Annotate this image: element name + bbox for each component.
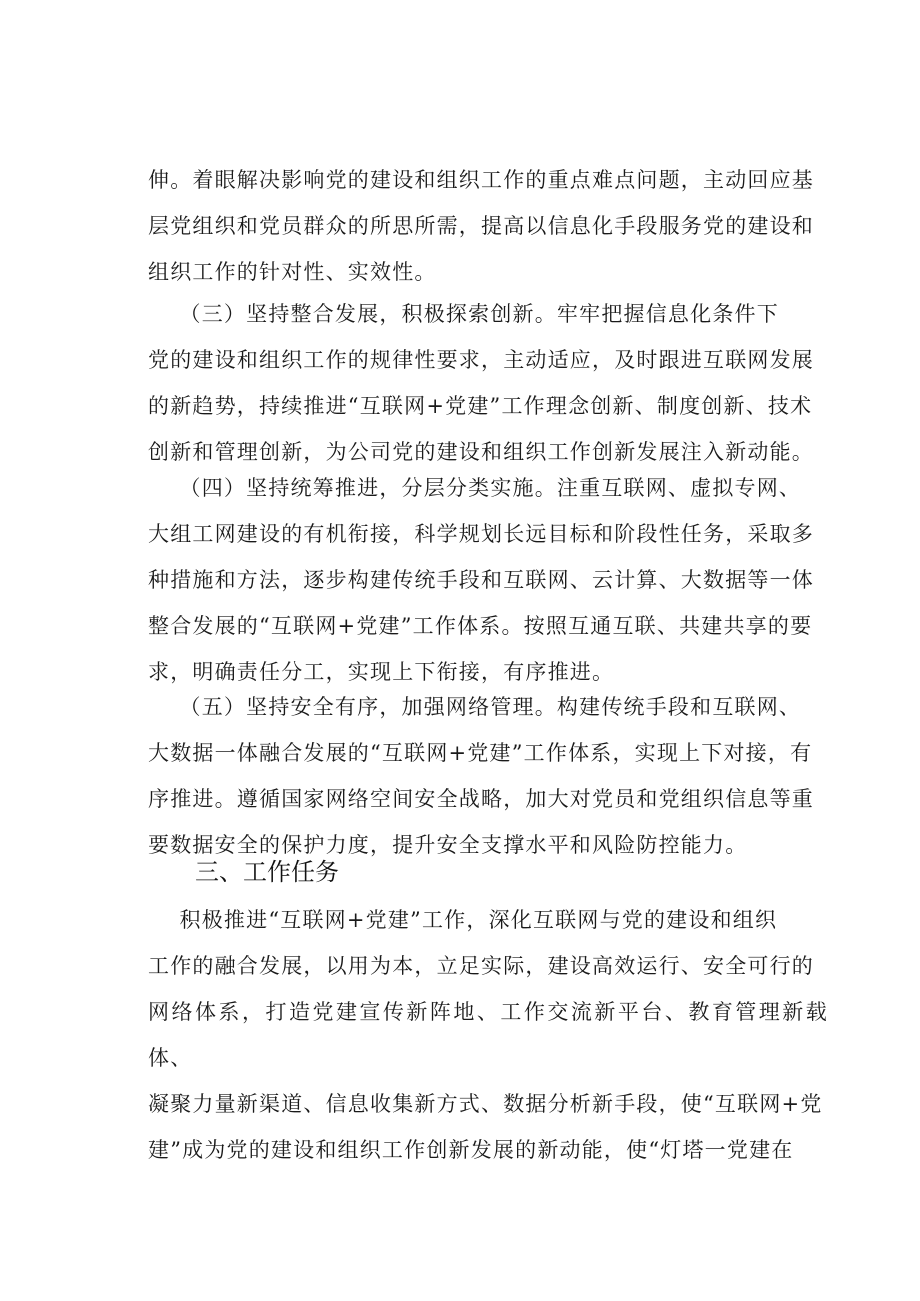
paragraph-principle-3: （三）坚持整合发展，积极探索创新。牢牢把握信息化条件下 党的建设和组织工作的规律性要求，主动适应，及时跟进互联网发展 的新趋势，持续推进“互联网+党建”工作理念创新、制度创新、技术 创新和管理创新，为公司党的建设和组织工作创新发展注入新动能。 [148, 302, 814, 464]
paragraph-continued-principle-2: 伸。着眼解决影响党的建设和组织工作的重点难点问题，主动回应基 层党组织和党员群众的所思所需，提高以信息化手段服务党的建设和 组织工作的针对性、实效性。 [148, 168, 814, 284]
section-heading-work-tasks: 三、工作任务 [195, 858, 339, 886]
paragraph-work-tasks-intro: 积极推进“互联网+党建”工作，深化互联网与党的建设和组织 工作的融合发展，以用为本，立足实际，建设高效运行、安全可行的 网络体系，打造党建宣传新阵地、工作交流新平台、教育管理新载体、 凝聚力量新渠道、信息收集新方式、数据分析新手段，使“互联网+党 建”成为党的建设和组织工作创新发展的新动能，使“灯塔一党建在 [148, 908, 828, 1162]
paragraph-principle-4: （四）坚持统筹推进，分层分类实施。注重互联网、虚拟专网、 大组工网建设的有机衔接，科学规划长远目标和阶段性任务，采取多 种措施和方法，逐步构建传统手段和互联网、云计算、大数据等一体 整合发展的“互联网+党建”工作体系。按照互通互联、共建共享的要 求，明确责任分工，实现上下衔接，有序推进。 [148, 476, 814, 684]
paragraph-principle-5: （五）坚持安全有序，加强网络管理。构建传统手段和互联网、 大数据一体融合发展的“互联网+党建”工作体系，实现上下对接，有 序推进。遵循国家网络空间安全战略，加大对党员和党组织信息等重 要数据安全的保护力度，提升安全支撑水平和风险防控能力。 [148, 695, 814, 857]
